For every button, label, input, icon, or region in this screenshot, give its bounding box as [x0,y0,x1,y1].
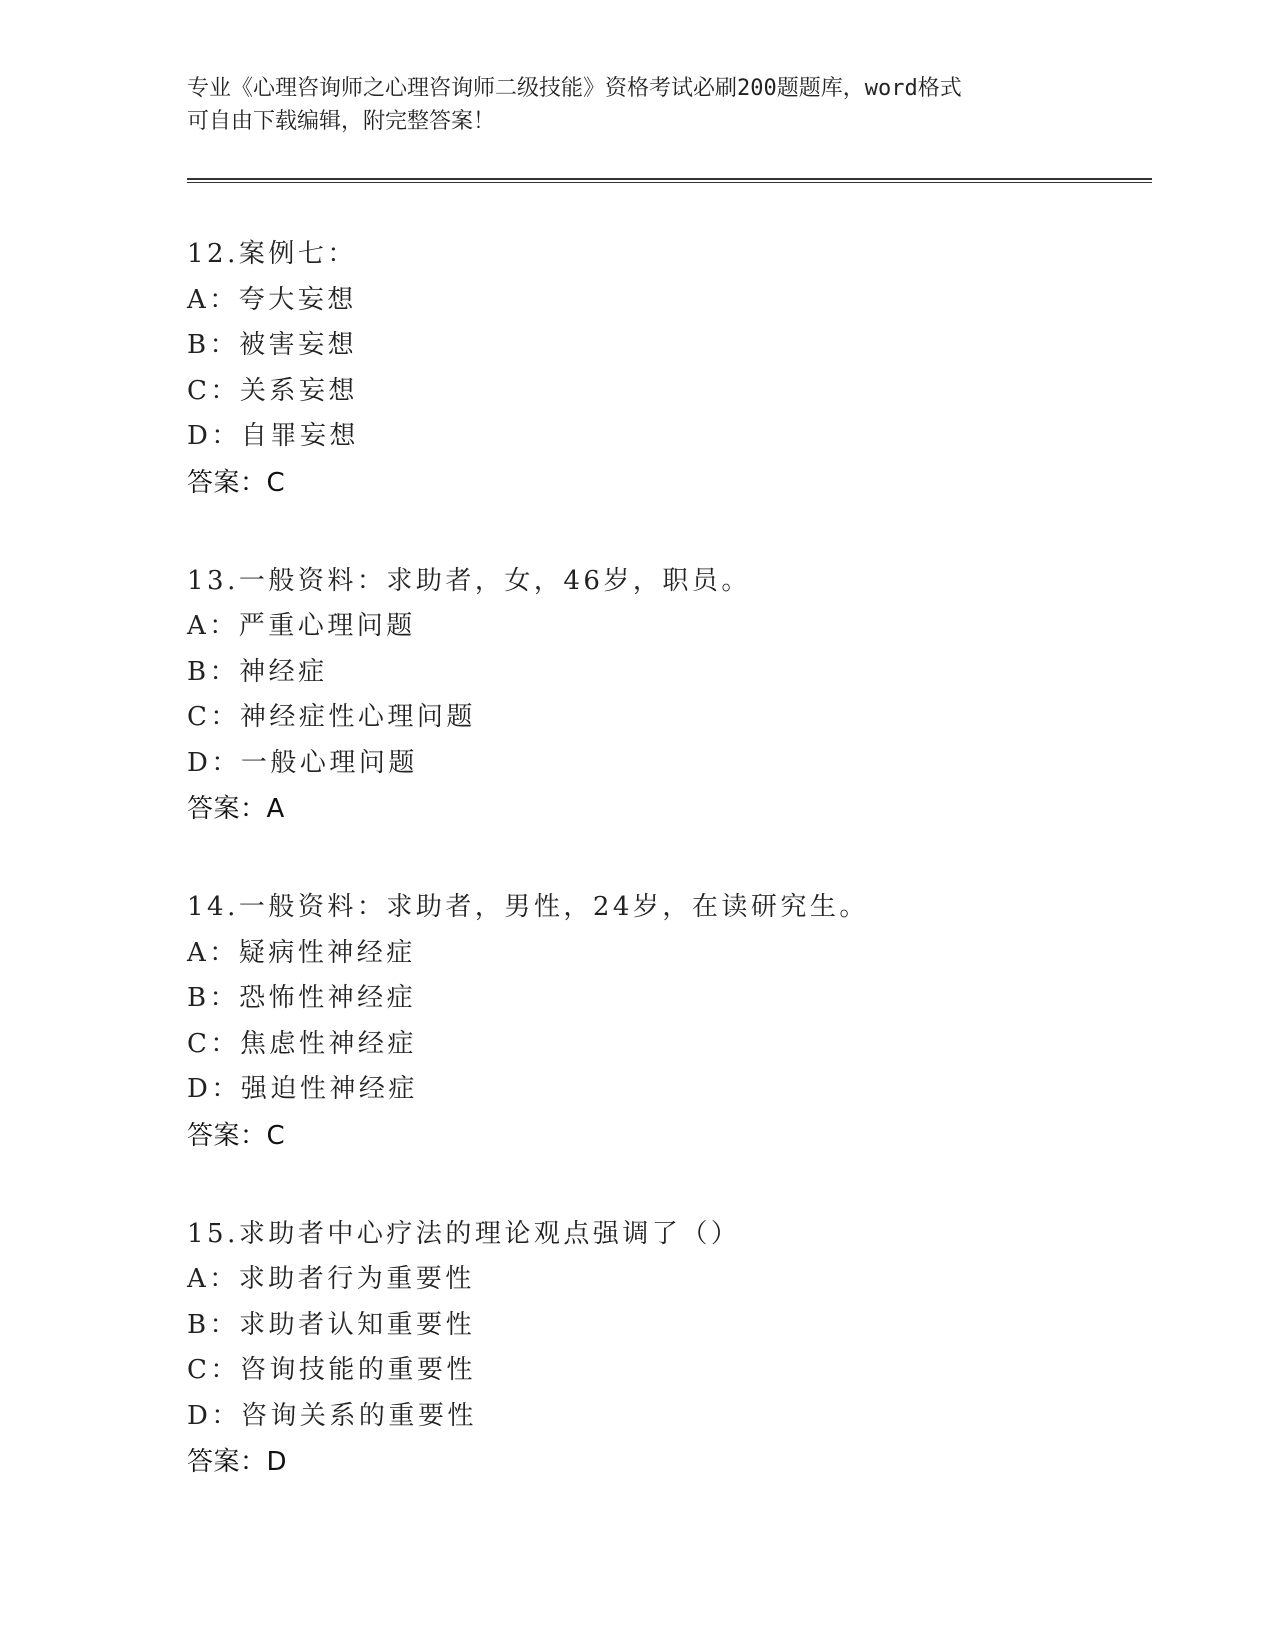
option-c: C：焦虑性神经症 [187,1028,417,1059]
header-line-2: 可自由下载编辑，附完整答案！ [187,109,496,134]
answer-line: 答案：C [187,1120,286,1151]
option-d: D：自罪妄想 [187,421,359,451]
option-d: D：强迫性神经症 [187,1074,418,1104]
option-b: B：被害妄想 [187,330,358,360]
header-divider [187,178,1152,183]
question-stem: 15.求助者中心疗法的理论观点强调了（） [187,1218,741,1249]
answer-line: 答案：C [187,467,286,498]
option-c: C：咨询技能的重要性 [187,1355,476,1385]
question-stem: 13.一般资料：求助者，女，46岁，职员。 [187,565,751,596]
question-stem: 12.案例七： [187,239,357,269]
option-a: A：疑病性神经症 [187,937,416,968]
question-14 [187,885,1147,1159]
answer-line: 答案：D [187,1447,288,1477]
question-list [187,232,1147,1538]
option-b: B：求助者认知重要性 [187,1309,476,1340]
option-b: B：恐怖性神经症 [187,983,417,1013]
option-a: A：严重心理问题 [187,611,416,641]
option-b: B：神经症 [187,656,328,687]
question-15 [187,1212,1147,1486]
option-c: C：关系妄想 [187,375,358,406]
option-d: D：咨询关系的重要性 [187,1400,477,1431]
option-a: A：夸大妄想 [187,284,357,315]
document-header [187,72,1067,138]
answer-line: 答案：A [187,794,285,824]
question-stem: 14.一般资料：求助者，男性，24岁，在读研究生。 [187,892,869,922]
header-line-1: 专业《心理咨询师之心理咨询师二级技能》资格考试必刷200题题库，word格式 [187,76,962,101]
question-13 [187,559,1147,833]
option-d: D：一般心理问题 [187,747,418,778]
option-c: C：神经症性心理问题 [187,702,476,732]
question-12 [187,232,1147,506]
option-a: A：求助者行为重要性 [187,1264,475,1294]
